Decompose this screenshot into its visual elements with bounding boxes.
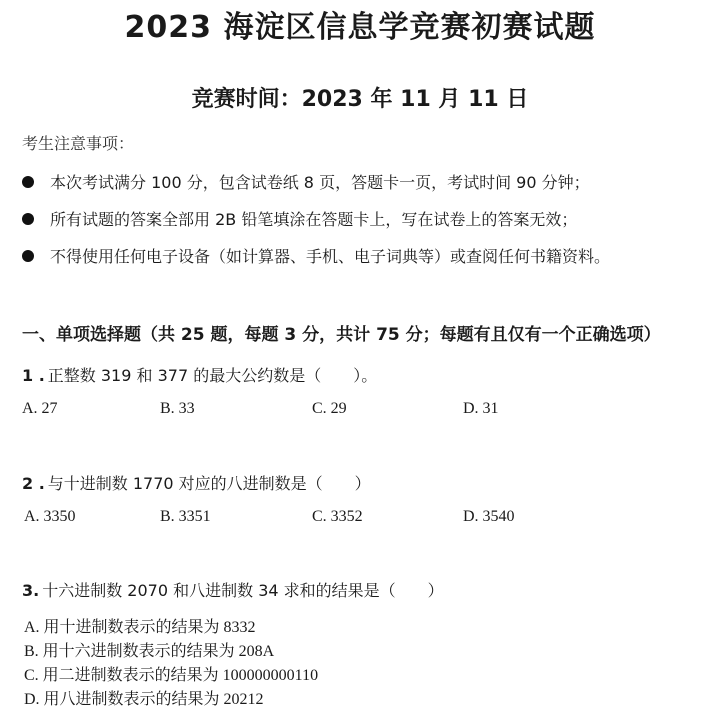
option-c: C. 3352 bbox=[312, 508, 363, 525]
option-d: D. 3540 bbox=[463, 508, 515, 525]
option-b: B. 用十六进制数表示的结果为 208A bbox=[24, 643, 275, 660]
question-number: 2 . bbox=[22, 474, 45, 493]
option-d: D. 31 bbox=[463, 400, 499, 417]
question-1 bbox=[22, 363, 377, 386]
exam-date: 竞赛时间：2023 年 11 月 11 日 bbox=[191, 87, 529, 112]
option-b: B. 33 bbox=[160, 400, 195, 417]
section-heading: 一、单项选择题（共 25 题，每题 3 分，共计 75 分；每题有且仅有一个正确选项） bbox=[22, 325, 661, 345]
option-d: D. 用八进制数表示的结果为 20212 bbox=[24, 691, 264, 708]
question-2 bbox=[22, 471, 371, 494]
notice-heading: 考生注意事项： bbox=[22, 134, 135, 153]
notice-item-text: 所有试题的答案全部用 2B 铅笔填涂在答题卡上，写在试卷上的答案无效； bbox=[50, 210, 578, 229]
question-3 bbox=[22, 578, 444, 601]
bullet-icon bbox=[22, 213, 34, 225]
notice-item bbox=[22, 244, 610, 267]
option-c: C. 用二进制数表示的结果为 100000000110 bbox=[24, 667, 319, 684]
option-a: A. 用十进制数表示的结果为 8332 bbox=[24, 619, 256, 636]
option-b: B. 3351 bbox=[160, 508, 211, 525]
bullet-icon bbox=[22, 250, 34, 262]
bullet-icon bbox=[22, 176, 34, 188]
notice-item bbox=[22, 170, 590, 193]
notice-item-text: 本次考试满分 100 分，包含试卷纸 8 页，答题卡一页，考试时间 90 分钟； bbox=[50, 173, 590, 192]
exam-title: 2023 海淀区信息学竞赛初赛试题 bbox=[124, 10, 596, 45]
option-a: A. 3350 bbox=[24, 508, 76, 525]
question-text: 十六进制数 2070 和八进制数 34 求和的结果是（ ） bbox=[42, 581, 444, 600]
question-number: 1 . bbox=[22, 366, 45, 385]
notice-item bbox=[22, 207, 577, 230]
notice-item-text: 不得使用任何电子设备（如计算器、手机、电子词典等）或查阅任何书籍资料。 bbox=[50, 247, 611, 266]
option-a: A. 27 bbox=[22, 400, 58, 417]
question-number: 3. bbox=[22, 581, 40, 600]
question-text: 与十进制数 1770 对应的八进制数是（ ） bbox=[47, 474, 371, 493]
question-text: 正整数 319 和 377 的最大公约数是（ ）。 bbox=[47, 366, 378, 385]
option-c: C. 29 bbox=[312, 400, 347, 417]
